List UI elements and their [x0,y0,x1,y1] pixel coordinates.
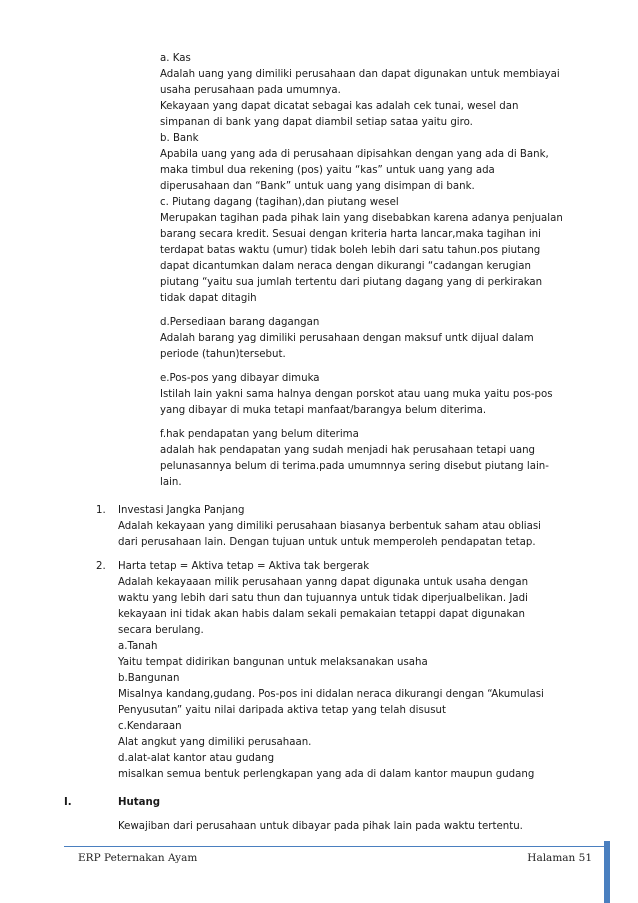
kas-line: simpanan di bank yang dapat diambil setiap sataa yaitu giro. [160,117,473,128]
list-number: 1. [96,505,106,516]
pos-title: e.Pos-pos yang dibayar dimuka [160,373,320,384]
footer-title: ERP Peternakan Ayam [78,852,198,864]
piutang-title: c. Piutang dagang (tagihan),dan piutang wesel [160,197,399,208]
bank-line: diperusahaan dan “Bank” untuk uang yang disimpan di bank. [160,181,475,192]
piutang-line: tidak dapat ditagih [160,293,257,304]
harta-line: secara berulang. [118,625,204,636]
list-number: 2. [96,561,106,572]
piutang-line: Merupakan tagihan pada pihak lain yang disebabkan karena adanya penjualan [160,213,563,224]
bangunan-line: Penyusutan” yaitu nilai daripada aktiva tetap yang telah disusut [118,705,446,716]
bank-line: maka timbul dua rekening (pos) yaitu “kas” untuk uang yang ada [160,165,495,176]
alat-title: d.alat-alat kantor atau gudang [118,753,275,764]
piutang-line: dapat dicantumkan dalam neraca dengan dikurangi “cadangan kerugian [160,261,531,272]
kendaraan-line: Alat angkut yang dimiliki perusahaan. [118,737,312,748]
tanah-line: Yaitu tempat didirikan bangunan untuk melaksanakan usaha [118,657,428,668]
kas-title: a. Kas [160,53,191,64]
bangunan-title: b.Bangunan [118,673,180,684]
pos-line: yang dibayar di muka tetapi manfaat/barangya belum diterima. [160,405,487,416]
harta-line: Adalah kekayaaan milik perusahaan yanng dapat digunaka untuk usaha dengan [118,577,529,588]
alat-line: misalkan semua bentuk perlengkapan yang ada di dalam kantor maupun gudang [118,769,535,780]
harta-line: kekayaan ini tidak akan habis dalam sekali pemakaian tetappi dapat digunakan [118,609,525,620]
bank-title: b. Bank [160,133,199,144]
pos-line: Istilah lain yakni sama halnya dengan porskot atau uang muka yaitu pos-pos [160,389,553,400]
hutang-heading: Hutang [118,797,161,808]
hak-title: f.hak pendapatan yang belum diterima [160,429,359,440]
piutang-line: piutang “yaitu sua jumlah tertentu dari piutang dagang yang di perkirakan [160,277,543,288]
investasi-line: Adalah kekayaan yang dimiliki perusahaan biasanya berbentuk saham atau obliasi [118,521,542,532]
bank-line: Apabila uang yang ada di perusahaan dipisahkan dengan yang ada di Bank, [160,149,549,160]
page-number: Halaman 51 [527,852,592,864]
hutang-line: Kewajiban dari perusahaan untuk dibayar pada pihak lain pada waktu tertentu. [118,821,523,832]
persediaan-line: periode (tahun)tersebut. [160,349,286,360]
investasi-line: dari perusahaan lain. Dengan tujuan untuk untuk memperoleh pendapatan tetap. [118,537,536,548]
kas-line: Adalah uang yang dimiliki perusahaan dan dapat digunakan untuk membiayai [160,69,560,80]
investasi-title: Investasi Jangka Panjang [118,505,245,516]
section-number: I. [64,797,72,808]
persediaan-title: d.Persediaan barang dagangan [160,317,320,328]
footer-accent-bar [604,841,610,903]
piutang-line: terdapat batas waktu (umur) tidak boleh lebih dari satu tahun.pos piutang [160,245,541,256]
hak-line: adalah hak pendapatan yang sudah menjadi hak perusahaan tetapi uang [160,445,536,456]
harta-title: Harta tetap = Aktiva tetap = Aktiva tak bergerak [118,561,370,572]
kas-line: usaha perusahaan pada umumnya. [160,85,341,96]
tanah-title: a.Tanah [118,641,158,652]
kendaraan-title: c.Kendaraan [118,721,182,732]
kas-line: Kekayaan yang dapat dicatat sebagai kas adalah cek tunai, wesel dan [160,101,519,112]
footer-divider [64,846,610,847]
piutang-line: barang secara kredit. Sesuai dengan kriteria harta lancar,maka tagihan ini [160,229,541,240]
hak-line: lain. [160,477,182,488]
persediaan-line: Adalah barang yag dimiliki perusahaan dengan maksuf untk dijual dalam [160,333,534,344]
harta-line: waktu yang lebih dari satu thun dan tujuannya untuk tidak diperjualbelikan. Jadi [118,593,528,604]
hak-line: pelunasannya belum di terima.pada umumnnya sering disebut piutang lain- [160,461,549,472]
bangunan-line: Misalnya kandang,gudang. Pos-pos ini didalan neraca dikurangi dengan “Akumulasi [118,689,544,700]
